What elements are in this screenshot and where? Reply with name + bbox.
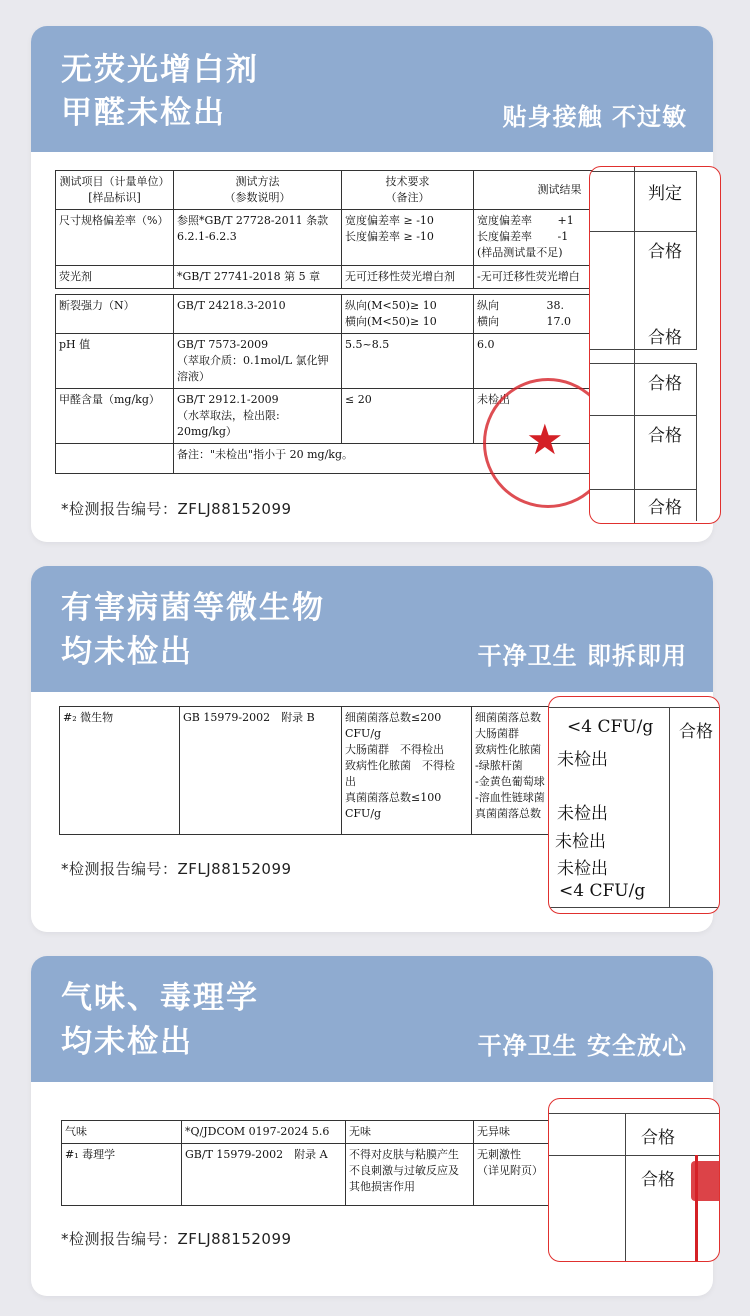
callout-line xyxy=(696,171,697,349)
result-value: 未检出 xyxy=(557,859,608,879)
verdict-value: 合格 xyxy=(648,426,682,446)
table-cell: 无刺激性 （详见附页） xyxy=(474,1144,592,1206)
callout-line xyxy=(696,363,697,521)
table-cell: 气味 xyxy=(62,1121,182,1144)
verdict-value: 合格 xyxy=(648,498,682,518)
table-cell: 荧光剂 xyxy=(56,266,174,289)
table-cell: 参照*GB/T 27728-2011 条款 6.2.1-6.2.3 xyxy=(174,210,342,266)
verdict-value: 合格 xyxy=(648,328,682,348)
table-cell: GB/T 7573-2009 （萃取介质：0.1mol/L 氯化钾 溶液） xyxy=(174,334,342,389)
table-cell: 无异味 xyxy=(474,1121,592,1144)
verdict-value: 合格 xyxy=(641,1128,675,1148)
callout-line xyxy=(590,231,697,232)
verdict-header: 判定 xyxy=(648,184,682,204)
report-number: *检测报告编号：ZFLJ88152099 xyxy=(61,500,292,518)
header-cell: 测试方法 （参数说明） xyxy=(174,171,342,210)
table-cell: -无可迁移性荧光增白 xyxy=(474,266,646,289)
stamp-fragment-icon xyxy=(691,1161,720,1201)
table-cell: 细菌菌落总数 大肠菌群 致病性化脓菌 -绿脓杆菌 -金黄色葡萄球 -溶血性链球菌 真菌菌落总数 xyxy=(472,707,600,835)
verdict-value: 合格 xyxy=(648,374,682,394)
table-cell: GB/T 24218.3-2010 xyxy=(174,295,342,334)
table-cell: 无可迁移性荧光增白剂 xyxy=(342,266,474,289)
table-cell: 无味 xyxy=(346,1121,474,1144)
table-row xyxy=(56,295,646,334)
table-cell: 6.0 xyxy=(474,334,646,389)
verdict-callout xyxy=(548,1098,720,1262)
callout-line xyxy=(549,1113,720,1114)
callout-line xyxy=(625,1113,626,1262)
section-title-line2: 均未检出 xyxy=(61,1024,193,1060)
section-title-line1: 无荧光增白剂 xyxy=(61,52,259,88)
table-cell: *Q/JDCOM 0197-2024 5.6 xyxy=(182,1121,346,1144)
section-tagline: 干净卫生 安全放心 xyxy=(477,1032,687,1060)
callout-line xyxy=(634,167,635,524)
table-cell: GB/T 15979-2002 附录 A xyxy=(182,1144,346,1206)
table-cell: 不得对皮肤与粘膜产生 不良刺激与过敏反应及 其他损害作用 xyxy=(346,1144,474,1206)
section-tagline: 贴身接触 不过敏 xyxy=(502,103,687,131)
result-value: 未检出 xyxy=(557,750,608,770)
result-value: 未检出 xyxy=(557,804,608,824)
verdict-value: 合格 xyxy=(648,242,682,262)
callout-line xyxy=(590,349,697,350)
results-callout xyxy=(548,696,720,914)
section-title-line2: 均未检出 xyxy=(61,634,193,670)
verdict-value: 合格 xyxy=(679,722,713,742)
table-cell: 尺寸规格偏差率（%） xyxy=(56,210,174,266)
table-cell: 宽度偏差率 +1 长度偏差率 -1 (样品测试量不足) xyxy=(474,210,646,266)
test-report-table xyxy=(61,1120,592,1206)
callout-line xyxy=(590,489,697,490)
table-cell: 细菌菌落总数≤200 CFU/g 大肠菌群 不得检出 致病性化脓菌 不得检 出 真菌菌落总数≤100 CFU/g xyxy=(342,707,472,835)
table-cell: pH 值 xyxy=(56,334,174,389)
callout-line xyxy=(590,363,697,364)
table-cell: 甲醛含量（mg/kg） xyxy=(56,389,174,444)
section-tagline: 干净卫生 即拆即用 xyxy=(477,642,687,670)
callout-line xyxy=(549,707,720,708)
table-header-row xyxy=(56,171,646,210)
report-number: *检测报告编号：ZFLJ88152099 xyxy=(61,860,292,878)
callout-line xyxy=(590,415,697,416)
table-cell: 宽度偏差率 ≥ -10 长度偏差率 ≥ -10 xyxy=(342,210,474,266)
verdict-value: 合格 xyxy=(641,1170,675,1190)
section-title-line1: 气味、毒理学 xyxy=(61,980,259,1016)
table-cell: GB/T 2912.1-2009 （水萃取法，检出限: 20mg/kg） xyxy=(174,389,342,444)
section-header xyxy=(31,566,713,692)
verdict-callout xyxy=(589,166,721,524)
table-row xyxy=(62,1121,592,1144)
callout-line xyxy=(549,907,720,908)
table-cell: *GB/T 27741-2018 第 5 章 xyxy=(174,266,342,289)
header-cell: 测试结果 xyxy=(474,171,646,210)
section-header xyxy=(31,26,713,152)
table-row xyxy=(60,707,600,835)
table-cell xyxy=(56,444,174,474)
table-row xyxy=(56,210,646,266)
section-header xyxy=(31,956,713,1082)
section-title-line2: 甲醛未检出 xyxy=(61,95,226,131)
table-row xyxy=(62,1144,592,1206)
stamp-star-icon: ★ xyxy=(526,415,564,464)
table-cell: #₂ 微生物 xyxy=(60,707,180,835)
section-title-line1: 有害病菌等微生物 xyxy=(61,590,325,626)
table-cell: GB 15979-2002 附录 B xyxy=(180,707,342,835)
table-cell: 未检出 xyxy=(474,389,646,444)
table-cell: 5.5~8.5 xyxy=(342,334,474,389)
result-value: <4 CFU/g xyxy=(567,717,654,737)
table-cell: 断裂强力（N） xyxy=(56,295,174,334)
result-value: <4 CFU/g xyxy=(559,881,646,901)
test-report-table xyxy=(59,706,600,835)
table-cell: #₁ 毒理学 xyxy=(62,1144,182,1206)
header-cell: 测试项目（计量单位） [样品标识] xyxy=(56,171,174,210)
result-value: 未检出 xyxy=(555,832,606,852)
header-cell: 技术要求 （备注） xyxy=(342,171,474,210)
callout-line xyxy=(669,707,670,907)
table-cell: 纵向(M<50)≥ 10 横向(M<50)≥ 10 xyxy=(342,295,474,334)
table-cell: ≤ 20 xyxy=(342,389,474,444)
report-number: *检测报告编号：ZFLJ88152099 xyxy=(61,1230,292,1248)
callout-line xyxy=(590,171,697,172)
table-row xyxy=(56,266,646,289)
table-cell: 纵向 38. 横向 17.0 xyxy=(474,295,646,334)
table-note: 备注："未检出"指小于 20 mg/kg。 xyxy=(174,444,646,474)
